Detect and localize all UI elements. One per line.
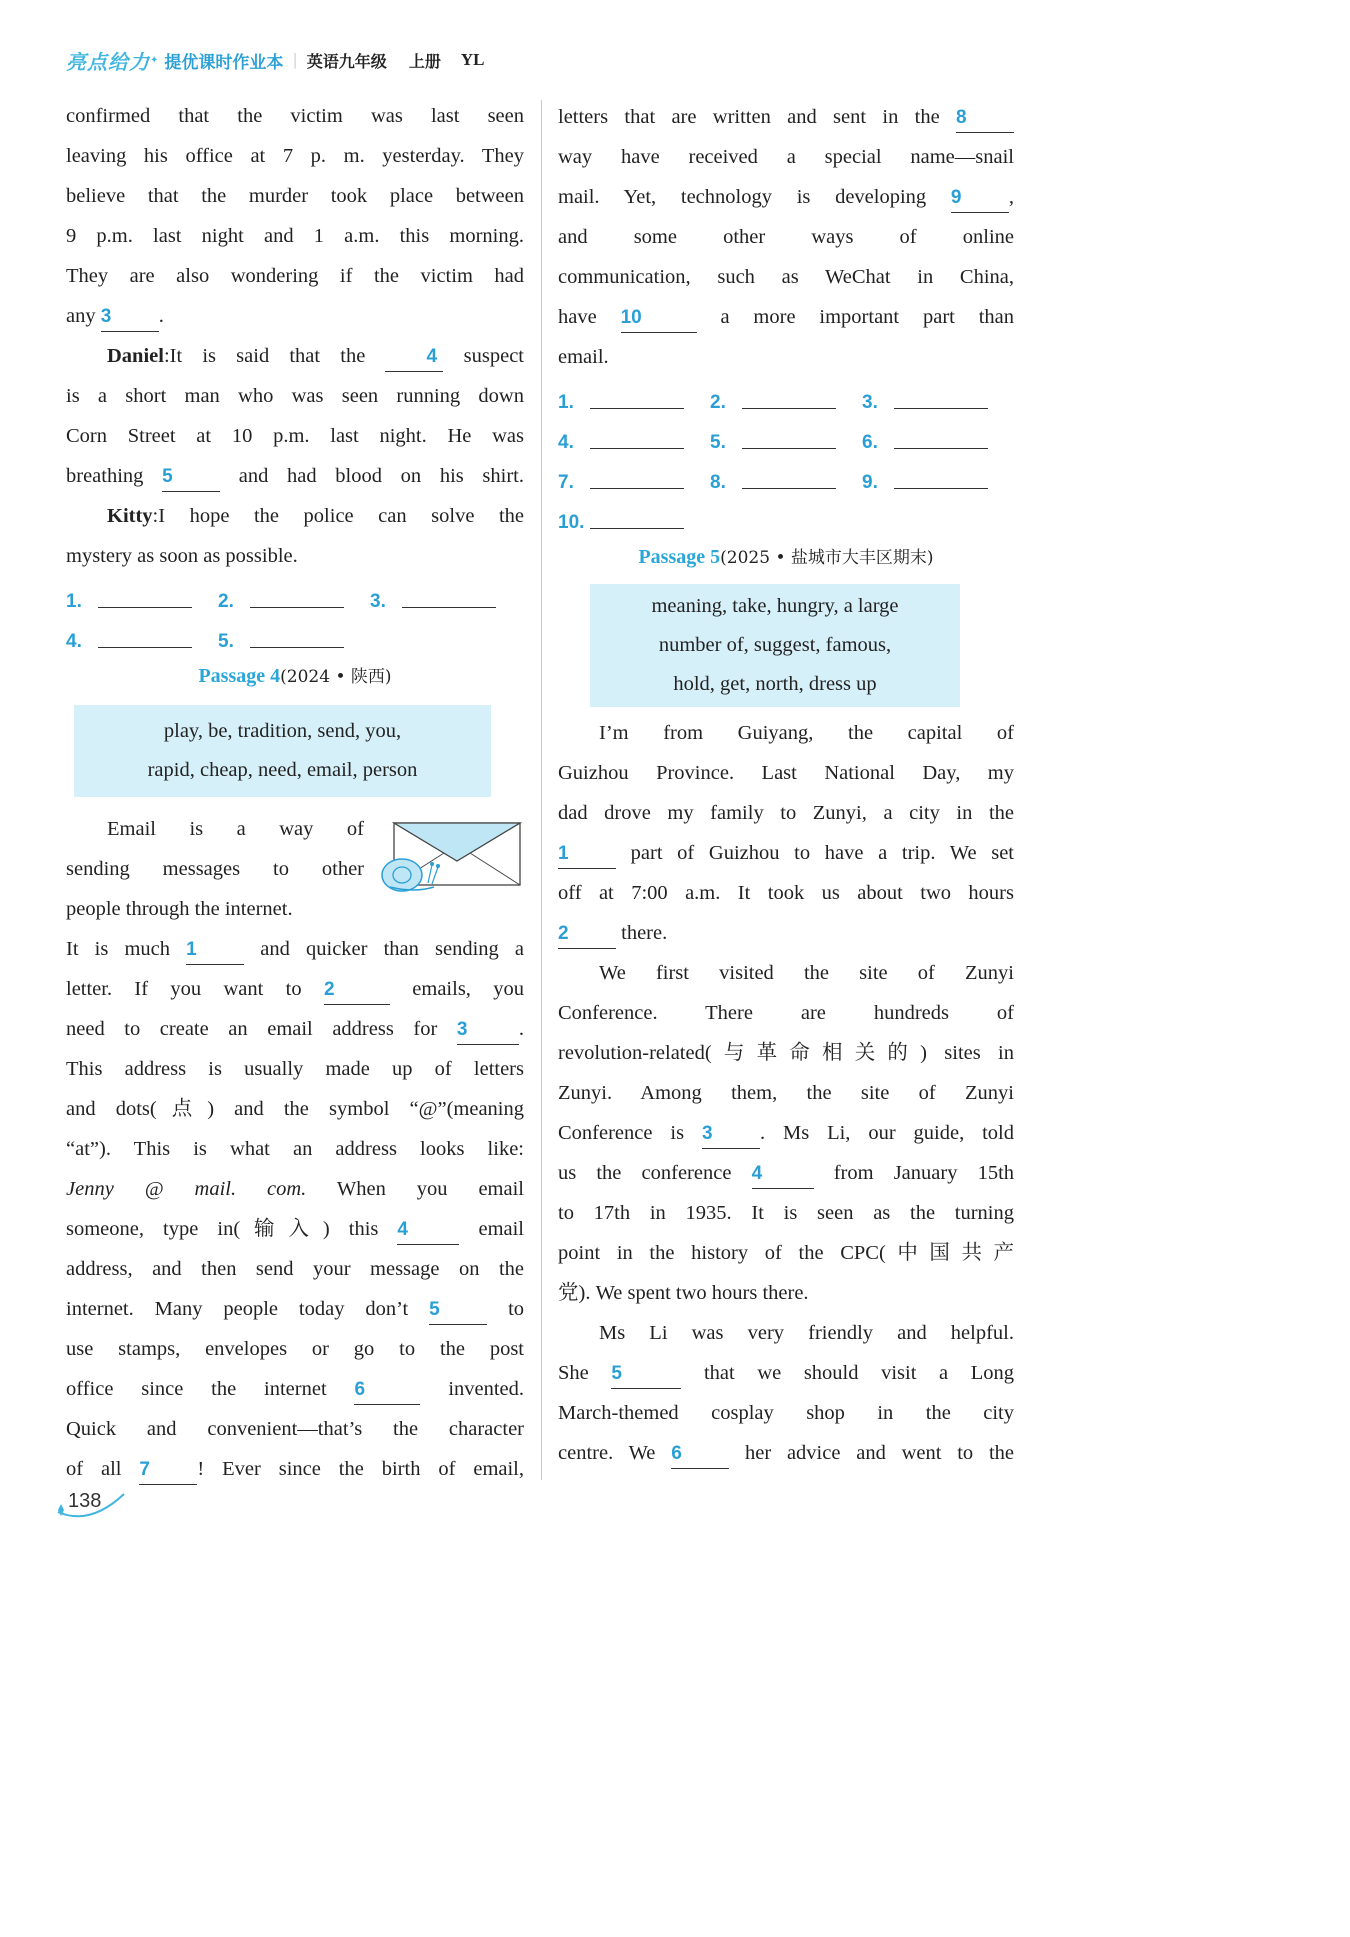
text-line: Zunyi. Among them, the site of Zunyi xyxy=(558,1082,1014,1104)
text-line: someone, type in(输入) this 4 email xyxy=(66,1209,524,1249)
text-line: letter. If you want to 2 emails, you xyxy=(66,969,524,1009)
text-line: mail. Yet, technology is developing 9 , xyxy=(558,177,1014,217)
text-line: 党). We spent two hours there. xyxy=(558,1282,809,1304)
answer-blank[interactable]: 3 xyxy=(101,303,159,332)
text-line: point in the history of the CPC(中国共产 xyxy=(558,1242,1014,1264)
answer-line[interactable] xyxy=(98,623,192,648)
text-line: Ms Li was very friendly and helpful. xyxy=(599,1322,1014,1344)
answer-blank[interactable]: 4 xyxy=(397,1216,459,1245)
right-column xyxy=(558,97,1014,1473)
answer-line[interactable] xyxy=(250,583,344,608)
answer-line[interactable] xyxy=(98,583,192,608)
text-line: I’m from Guiyang, the capital of xyxy=(599,722,1014,744)
left-column xyxy=(66,96,524,1489)
text-line: believe that the murder took place between xyxy=(66,185,524,207)
answer-line[interactable] xyxy=(742,384,836,409)
text-line: use stamps, envelopes or go to the post xyxy=(66,1338,524,1360)
word-bank-line: rapid, cheap, need, email, person xyxy=(147,759,418,781)
text-line: mystery as soon as possible. xyxy=(66,545,298,567)
answer-line[interactable] xyxy=(894,424,988,449)
text-line: 9 p.m. last night and 1 a.m. this morning. xyxy=(66,225,524,247)
text-line: Conference. There are hundreds of xyxy=(558,1002,1014,1024)
text-line: breathing 5 and had blood on his shirt. xyxy=(66,456,524,496)
text-line: need to create an email address for 3 . xyxy=(66,1009,524,1049)
text-line: internet. Many people today don’t 5 to xyxy=(66,1289,524,1329)
answer-blank[interactable]: 5 xyxy=(429,1296,487,1325)
answer-line[interactable] xyxy=(590,424,684,449)
envelope-snail-icon xyxy=(374,817,524,897)
answer-blank[interactable]: 5 xyxy=(162,463,220,492)
text-line: Jenny @ mail. com. When you email xyxy=(66,1178,524,1200)
answer-item[interactable]: 7. xyxy=(558,457,710,497)
answer-item[interactable]: 5. xyxy=(710,417,862,457)
text-line: to 17th in 1935. It is seen as the turning xyxy=(558,1202,1014,1224)
answer-line[interactable] xyxy=(590,384,684,409)
word-bank xyxy=(74,705,491,797)
answer-item[interactable]: 5. xyxy=(218,616,370,656)
answer-item[interactable]: 10. xyxy=(558,497,710,537)
text-line: address, and then send your message on the xyxy=(66,1258,524,1280)
text-line: leaving his office at 7 p. m. yesterday. They xyxy=(66,145,524,167)
answer-item[interactable]: 8. xyxy=(710,457,862,497)
text-line: We first visited the site of Zunyi xyxy=(599,962,1014,984)
daniel-line: Daniel:It is said that the 4 suspect xyxy=(66,336,524,376)
answer-item[interactable]: 9. xyxy=(862,457,1014,497)
text-line: letters that are written and sent in the 8 xyxy=(558,97,1014,137)
text-line: 2 there. xyxy=(558,913,1014,953)
text-line: centre. We 6 her advice and went to the xyxy=(558,1433,1014,1473)
word-bank-line: meaning, take, hungry, a large xyxy=(651,595,899,617)
grade-label: 英语九年级 xyxy=(306,51,387,71)
answer-blank[interactable]: 2 xyxy=(558,920,616,949)
answer-blank[interactable]: 6 xyxy=(354,1376,420,1405)
edition-label: YL xyxy=(460,50,485,69)
answer-blank[interactable]: 10 xyxy=(621,304,697,333)
text-line: and dots(点) and the symbol “@”(meaning xyxy=(66,1098,524,1120)
answer-blank[interactable]: 6 xyxy=(671,1440,729,1469)
text-line: communication, such as WeChat in China, xyxy=(558,266,1014,288)
answer-item[interactable]: 3. xyxy=(862,377,1014,417)
brand-logo: 亮点给力 xyxy=(66,49,150,74)
answer-blank[interactable]: 7 xyxy=(139,1456,197,1485)
answer-item[interactable]: 2. xyxy=(218,576,370,616)
text-line: Email is a way of xyxy=(107,818,364,840)
text-line: March-themed cosplay shop in the city xyxy=(558,1402,1014,1424)
series-title: 提优课时作业本 xyxy=(164,52,284,73)
text-line: Quick and convenient—that’s the character xyxy=(66,1418,524,1440)
text-line: Conference is 3 . Ms Li, our guide, told xyxy=(558,1113,1014,1153)
answer-blank[interactable]: 1 xyxy=(186,936,244,965)
text-line: sending messages to other xyxy=(66,858,364,880)
answer-blank[interactable]: 3 xyxy=(457,1016,519,1045)
text-line: It is much 1 and quicker than sending a xyxy=(66,929,524,969)
answer-blank[interactable]: 9 xyxy=(951,184,1009,213)
answer-item[interactable]: 3. xyxy=(370,576,522,616)
answer-line[interactable] xyxy=(742,464,836,489)
word-bank-line: hold, get, north, dress up xyxy=(673,673,877,695)
text-line: revolution-related(与革命相关的) sites in xyxy=(558,1042,1014,1064)
text-line: off at 7:00 a.m. It took us about two hours xyxy=(558,882,1014,904)
text-line: us the conference 4 from January 15th xyxy=(558,1153,1014,1193)
answer-grid xyxy=(66,576,524,656)
answer-line[interactable] xyxy=(590,464,684,489)
speaker-name: Daniel xyxy=(107,345,164,367)
kitty-line: Kitty:I hope the police can solve the xyxy=(107,505,524,527)
text-line: people through the internet. xyxy=(66,898,293,920)
answer-line[interactable] xyxy=(894,464,988,489)
answer-line[interactable] xyxy=(894,384,988,409)
text-line: This address is usually made up of letters xyxy=(66,1058,524,1080)
answer-item[interactable]: 1. xyxy=(66,576,218,616)
text-line: 1 part of Guizhou to have a trip. We set xyxy=(558,833,1014,873)
text-line: email. xyxy=(558,346,609,368)
answer-blank[interactable]: 3 xyxy=(702,1120,760,1149)
text-line: and some other ways of online xyxy=(558,226,1014,248)
text-line: is a short man who was seen running down xyxy=(66,385,524,407)
page-footer xyxy=(52,1490,102,1513)
volume-label: 上册 xyxy=(408,51,441,71)
answer-line[interactable] xyxy=(402,583,496,608)
answer-blank[interactable]: 2 xyxy=(324,976,390,1005)
answer-item[interactable]: 4. xyxy=(558,417,710,457)
text-line: dad drove my family to Zunyi, a city in the xyxy=(558,802,1014,824)
answer-item[interactable]: 6. xyxy=(862,417,1014,457)
page-number: 138 xyxy=(68,1490,102,1512)
answer-line[interactable] xyxy=(742,424,836,449)
answer-line[interactable] xyxy=(250,623,344,648)
text-line: “at”). This is what an address looks like: xyxy=(66,1138,524,1160)
text-line: office since the internet 6 invented. xyxy=(66,1369,524,1409)
answer-item[interactable]: 1. xyxy=(558,377,710,417)
word-bank-line: play, be, tradition, send, you, xyxy=(163,720,402,742)
speaker-name: Kitty xyxy=(107,505,153,527)
passage-4-title: Passage 4(2024 • 陕西) xyxy=(198,665,392,687)
answer-grid xyxy=(558,377,1014,537)
text-line: They are also wondering if the victim had xyxy=(66,265,524,287)
passage-5-title: Passage 5(2025 • 盐城市大丰区期末) xyxy=(638,546,934,568)
word-bank xyxy=(590,584,960,707)
text-line: Corn Street at 10 p.m. last night. He was xyxy=(66,425,524,447)
text-line: of all 7 ! Ever since the birth of email, xyxy=(66,1449,524,1489)
text-line: She 5 that we should visit a Long xyxy=(558,1353,1014,1393)
text-line: confirmed that the victim was last seen xyxy=(66,105,524,127)
answer-line[interactable] xyxy=(590,504,684,529)
answer-blank[interactable]: 5 xyxy=(611,1360,681,1389)
text-line: way have received a special name—snail xyxy=(558,146,1014,168)
answer-blank[interactable]: 4 xyxy=(752,1160,814,1189)
answer-blank[interactable]: 8 xyxy=(956,104,1014,133)
answer-blank[interactable]: 1 xyxy=(558,840,616,869)
answer-item[interactable]: 2. xyxy=(710,377,862,417)
column-divider xyxy=(541,100,542,1480)
page-header xyxy=(66,42,484,78)
answer-item[interactable]: 4. xyxy=(66,616,218,656)
text-line: any 3 . xyxy=(66,296,524,336)
text-line: Guizhou Province. Last National Day, my xyxy=(558,762,1014,784)
text-line: have 10 a more important part than xyxy=(558,297,1014,337)
header-divider: | xyxy=(293,50,297,69)
word-bank-line: number of, suggest, famous, xyxy=(658,634,892,656)
answer-blank[interactable]: 4 xyxy=(385,343,443,372)
star-icon: ✦ xyxy=(150,54,159,66)
